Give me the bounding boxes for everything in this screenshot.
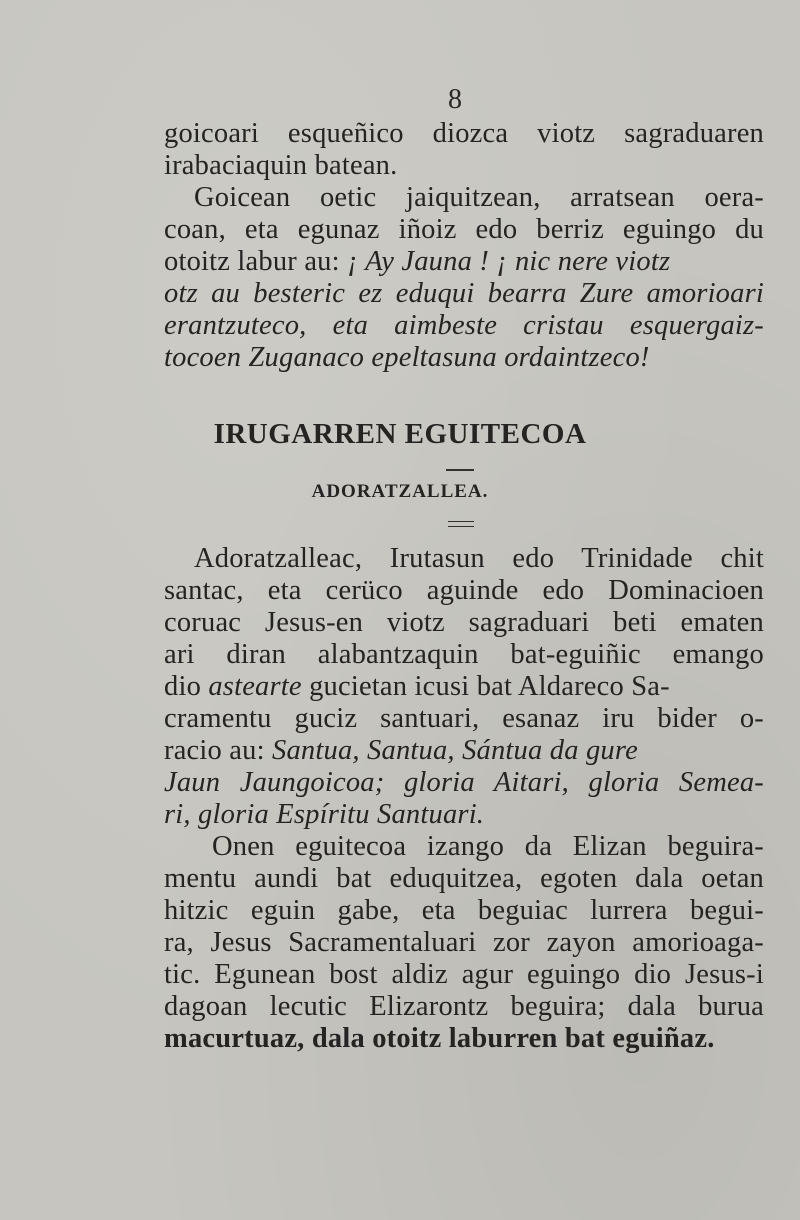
text-span: gucietan icusi bat Aldareco Sa- — [301, 671, 670, 702]
text-line: coruac Jesus-en viotz sagraduari beti ematen — [164, 607, 764, 638]
text-line: santac, eta cerüco aguinde edo Dominacioen — [164, 575, 764, 606]
double-rule-top — [448, 521, 474, 522]
italic-line: erantzuteco, eta aimbeste cristau esquergaiz- — [164, 310, 764, 341]
text-span: dio — [164, 671, 209, 702]
text-line: dagoan lecutic Elizarontz beguira; dala burua — [164, 991, 764, 1022]
text-line: Adoratzalleac, Irutasun edo Trinidade chit — [194, 543, 764, 574]
text-span: racio au: — [164, 735, 273, 766]
text-line — [164, 735, 764, 767]
text-line: mentu aundi bat eduquitzea, egoten dala oetan — [164, 863, 764, 894]
italic-line: tocoen Zuganaco epeltasuna ordaintzeco! — [164, 342, 650, 373]
text-line: Goicean oetic jaiquitzean, arratsean oera- — [194, 182, 764, 213]
italic-line: otz au besteric ez eduqui bearra Zure amorioari — [164, 278, 764, 309]
italic-line: Jaun Jaungoicoa; gloria Aitari, gloria Semea- — [164, 767, 764, 798]
text-span: otoitz labur au: — [164, 246, 348, 277]
text-line: hitzic eguin gabe, eta beguiac lurrera begui- — [164, 895, 764, 926]
text-block-top — [164, 118, 764, 374]
text-line: irabaciaquin batean. — [164, 150, 398, 181]
text-line: Onen eguitecoa izango da Elizan beguira- — [212, 831, 764, 862]
text-line: ra, Jesus Sacramentaluari zor zayon amorioaga- — [164, 927, 764, 958]
text-line: macurtuaz, dala otoitz laburren bat eguiñaz. — [164, 1023, 715, 1054]
text-line: tic. Egunean bost aldiz agur eguingo dio Jesus-i — [164, 959, 764, 990]
section-heading: IRUGARREN EGUITECOA — [213, 418, 587, 450]
heading-rule — [446, 469, 474, 471]
double-rule-bottom — [448, 526, 474, 527]
italic-text: astearte — [208, 671, 302, 702]
italic-line: ri, gloria Espíritu Santuari. — [164, 799, 485, 830]
text-line: coan, eta egunaz iñoiz edo berriz eguingo du — [164, 214, 764, 245]
section-subheading: ADORATZALLEA. — [311, 481, 489, 502]
text-line — [164, 671, 764, 703]
text-line: cramentu guciz santuari, esanaz iru bider o- — [164, 703, 764, 734]
text-line — [164, 246, 764, 278]
page-number: 8 — [448, 84, 462, 115]
italic-text: ¡ Ay Jauna ! ¡ nic nere viotz — [347, 246, 671, 277]
text-line: ari diran alabantzaquin bat-eguiñic emango — [164, 639, 764, 670]
text-line: goicoari esqueñico diozca viotz sagraduaren — [164, 118, 764, 149]
italic-text: Santua, Santua, Sántua da gure — [272, 735, 638, 766]
text-block-bottom — [164, 543, 764, 1055]
